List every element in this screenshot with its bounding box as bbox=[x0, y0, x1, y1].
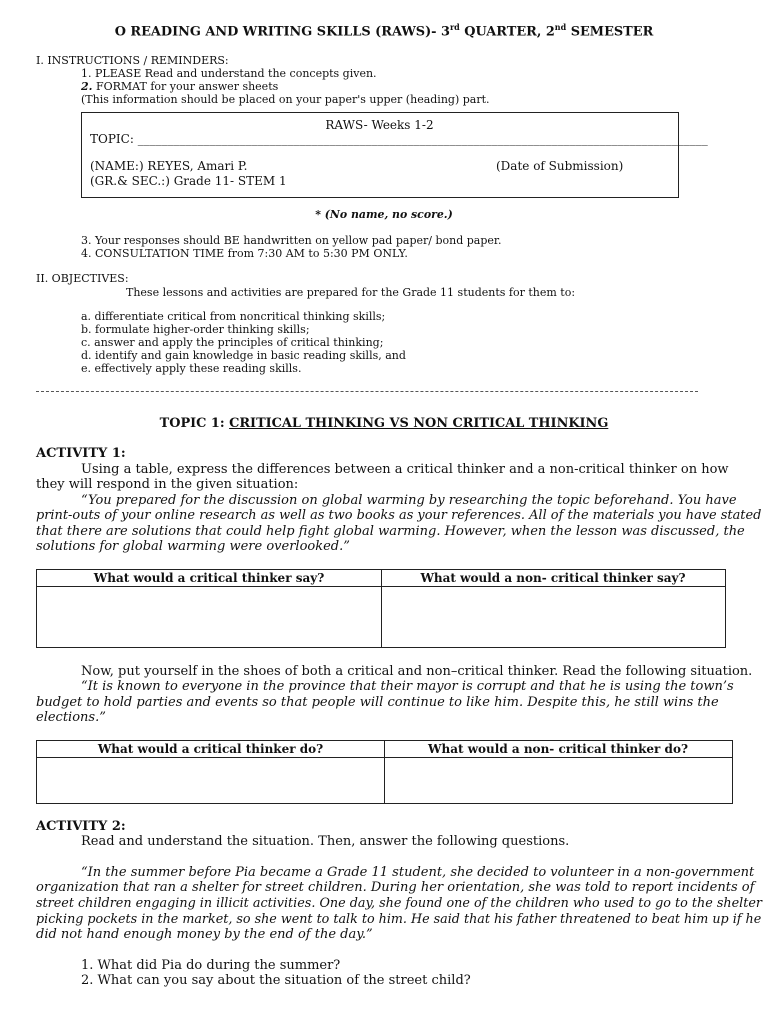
table-header-cell: What would a critical thinker say? bbox=[93, 571, 325, 585]
dashed-divider bbox=[36, 391, 698, 392]
objective-item: a. differentiate critical from noncritical thinking skills; bbox=[81, 310, 386, 323]
answer-table-do bbox=[36, 740, 733, 804]
student-name: (NAME:) REYES, Amari P. bbox=[90, 159, 248, 173]
activity-1-instruction-cont: they will respond in the given situation: bbox=[36, 477, 299, 492]
date-of-submission: (Date of Submission) bbox=[496, 159, 624, 173]
activity-1-quote-line: “You prepared for the discussion on global warming by researching the topic beforehand. You have bbox=[81, 493, 737, 508]
document-title: O READING AND WRITING SKILLS (RAWS)- 3rd QUARTER, 2nd SEMESTER bbox=[114, 22, 654, 40]
objective-item: d. identify and gain knowledge in basic reading skills, and bbox=[81, 349, 406, 362]
instruction-item-2: 2. FORMAT for your answer sheets bbox=[81, 80, 279, 93]
topic-1-heading: TOPIC 1: CRITICAL THINKING VS NON CRITICAL THINKING bbox=[159, 416, 609, 431]
activity-1-instruction: Using a table, express the differences between a critical thinker and a non-critical thinker on how bbox=[81, 462, 729, 477]
table-header-cell: What would a non- critical thinker say? bbox=[420, 571, 686, 585]
instruction-item-3: 3. Your responses should BE handwritten on yellow pad paper/ bond paper. bbox=[81, 234, 502, 247]
instructions-heading: I. INSTRUCTIONS / REMINDERS: bbox=[36, 54, 229, 67]
activity-2-heading: ACTIVITY 2: bbox=[36, 819, 126, 834]
activity-2-instruction: Read and understand the situation. Then, answer the following questions. bbox=[81, 834, 570, 849]
instruction-item-2-note: (This information should be placed on your paper's upper (heading) part. bbox=[81, 93, 490, 106]
situation-line: elections.” bbox=[36, 710, 106, 725]
objectives-heading: II. OBJECTIVES: bbox=[36, 272, 129, 285]
activity-1-quote-line: print-outs of your online research as well as two books as your references. All of the materials you have stated bbox=[36, 508, 762, 523]
situation-line: budget to hold parties and events so that people will continue to like him. Despite this, he still wins the bbox=[36, 695, 719, 710]
grade-section: (GR.& SEC.:) Grade 11- STEM 1 bbox=[90, 174, 287, 188]
table-header-cell: What would a non- critical thinker do? bbox=[428, 742, 688, 756]
objective-item: c. answer and apply the principles of critical thinking; bbox=[81, 336, 384, 349]
story-line: organization that ran a shelter for street children. During her orientation, she was told to report incidents of bbox=[36, 880, 755, 895]
instruction-item-4: 4. CONSULTATION TIME from 7:30 AM to 5:30 PM ONLY. bbox=[81, 247, 408, 260]
objective-item: e. effectively apply these reading skills. bbox=[81, 362, 302, 375]
activity-1-quote-line: solutions for global warming were overlooked.” bbox=[36, 539, 350, 554]
question-item: 1. What did Pia do during the summer? bbox=[81, 958, 341, 973]
story-line: “In the summer before Pia became a Grade 11 student, she decided to volunteer in a non-government bbox=[81, 865, 755, 880]
no-name-note: * (No name, no score.) bbox=[315, 208, 453, 221]
activity-1-quote-line: that there are solutions that could help fight global warming. However, when the lesson was discussed, the bbox=[36, 524, 745, 539]
activity-1-heading: ACTIVITY 1: bbox=[36, 446, 126, 461]
situation-intro: Now, put yourself in the shoes of both a critical and non–critical thinker. Read the following situation. bbox=[81, 664, 753, 679]
situation-line: “It is known to everyone in the province that their mayor is corrupt and that he is using the town’s bbox=[81, 679, 734, 694]
heading-format-box bbox=[81, 112, 708, 198]
story-line: did not hand enough money by the end of the day.” bbox=[36, 927, 373, 942]
objectives-intro: These lessons and activities are prepared for the Grade 11 students for them to: bbox=[126, 286, 576, 299]
answer-table-say bbox=[36, 569, 726, 648]
story-line: street children engaging in illicit activities. One day, she found one of the children who used to go to the shelter bbox=[36, 896, 762, 911]
story-line: picking pockets in the market, so she went to talk to him. He said that his father threatened to beat him up if he bbox=[36, 911, 762, 926]
question-item: 2. What can you say about the situation of the street child? bbox=[81, 973, 471, 988]
objective-item: b. formulate higher-order thinking skills; bbox=[81, 323, 310, 336]
instruction-item-1: 1. PLEASE Read and understand the concepts given. bbox=[81, 67, 377, 80]
topic-line: TOPIC: _______________________________________________________________________________________________ bbox=[90, 132, 708, 146]
weeks-label: RAWS- Weeks 1-2 bbox=[325, 118, 434, 132]
table-header-cell: What would a critical thinker do? bbox=[97, 742, 324, 756]
